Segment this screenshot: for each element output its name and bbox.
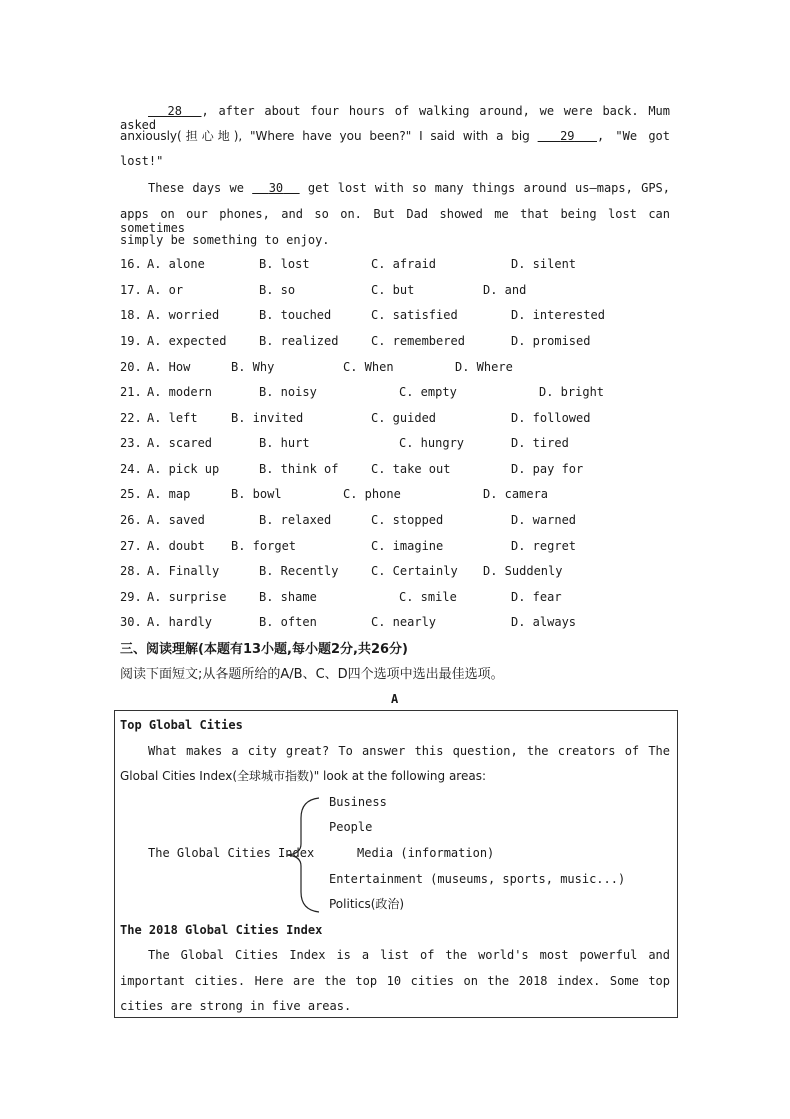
box-intro-line: What makes a city great? To answer this question, the creators of The [148,744,670,758]
curly-brace-icon [283,796,323,914]
blank-29: 29 [560,129,575,143]
passage-line: 28 , after about four hours of walking around, we were back. Mum asked [120,104,671,132]
passage-line: These days we 30 get lost with so many things around us—maps, GPS, [148,181,670,195]
box-body-line: The Global Cities Index is a list of the world's most powerful and [148,948,670,962]
index-label: The Global Cities Index [148,846,315,860]
area-item: Business [329,795,387,809]
box-body-line: cities are strong in five areas. [120,999,352,1013]
passage-line: apps on our phones, and so on. But Dad showed me that being lost can sometimes [120,207,670,235]
box-body-line: important cities. Here are the top 10 cities on the 2018 index. Some top [120,974,670,988]
area-item: People [329,820,373,834]
box-intro-line: Global Cities Index(全球城市指数)" look at the following areas: [120,769,487,783]
box-subtitle: The 2018 Global Cities Index [120,923,323,937]
passage-line: anxiously(担心地), "Where have you been?" I said with a big 29 , "We got [120,129,671,143]
area-item: Media (information) [357,846,495,860]
blank-30: 30 [268,181,284,195]
area-item: Politics(政治) [329,897,405,911]
passage-line: simply be something to enjoy. [120,233,330,247]
section-instruction: 阅读下面短文;从各题所给的A/B、C、D四个选项中选出最佳选项。 [120,667,504,682]
part-label: A [391,692,399,706]
area-item: Entertainment (museums, sports, music...) [329,872,626,886]
blank-28: 28 [167,104,182,118]
box-title: Top Global Cities [120,718,243,732]
passage-line: lost!" [120,154,164,168]
section-heading: 三、阅读理解(本题有13小题,每小题2分,共26分) [120,642,408,657]
